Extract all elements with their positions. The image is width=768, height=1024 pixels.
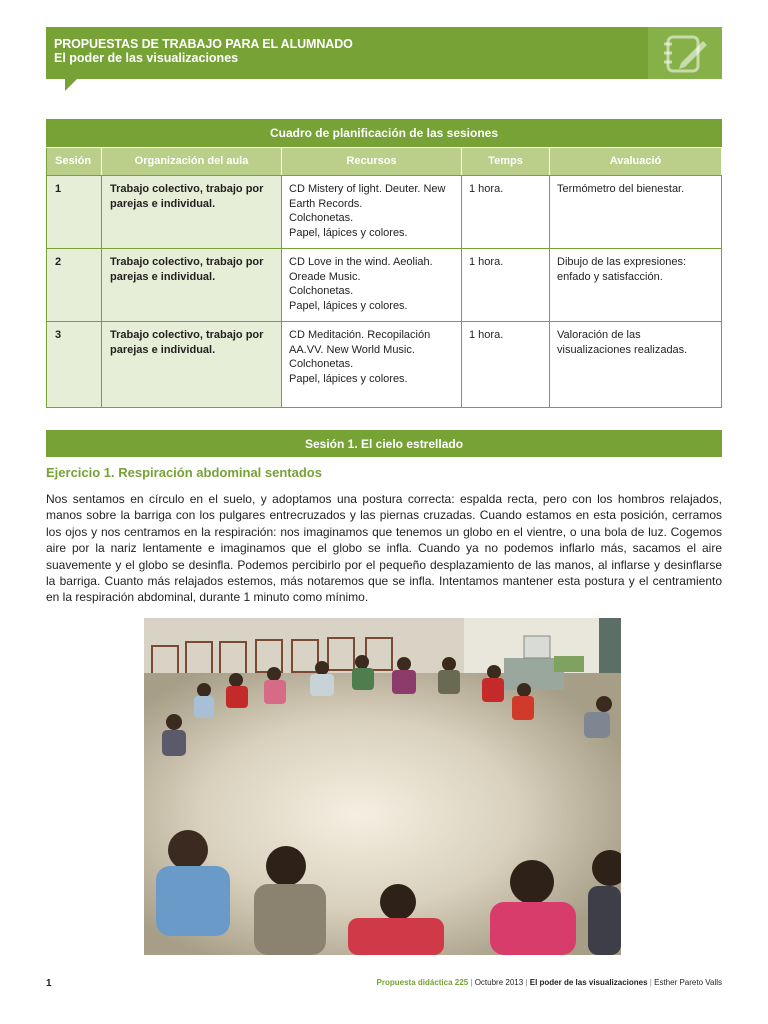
table-row <box>47 322 722 408</box>
cell-evaluation: Dibujo de las expresiones: enfado y satisfacción. <box>550 249 722 322</box>
table-header-row <box>47 148 722 176</box>
session-title-bar: Sesión 1. El cielo estrellado <box>46 430 722 457</box>
header-banner <box>46 27 722 79</box>
cell-evaluation: Termómetro del bienestar. <box>550 176 722 249</box>
resource-line: CD Meditación. Recopilación AA.VV. New World Music. <box>289 329 431 356</box>
table-row <box>47 249 722 322</box>
banner-title: PROPUESTAS DE TRABAJO PARA EL ALUMNADO <box>54 37 353 51</box>
cell-time: 1 hora. <box>462 176 550 249</box>
notebook-pencil-icon <box>648 27 722 79</box>
cell-time: 1 hora. <box>462 322 550 408</box>
resource-line: Colchonetas. <box>289 212 354 225</box>
footer-separator: | <box>470 978 473 987</box>
page-footer <box>377 978 722 987</box>
cell-session: 2 <box>47 249 102 322</box>
resource-line: Colchonetas. <box>289 358 354 371</box>
resource-line: Papel, lápices y colores. <box>289 372 408 385</box>
cell-resources <box>282 322 462 408</box>
cell-resources <box>282 249 462 322</box>
resource-line: CD Mistery of light. Deuter. New Earth Records. <box>289 183 446 210</box>
footer-date: Octubre 2013 <box>474 978 524 987</box>
cell-resources <box>282 176 462 249</box>
resource-line: Papel, lápices y colores. <box>289 226 408 239</box>
cell-organization: Trabajo colectivo, trabajo por parejas e individual. <box>102 176 282 249</box>
footer-separator: | <box>525 978 528 987</box>
footer-issue: 225 <box>454 978 469 987</box>
table-row <box>47 176 722 249</box>
cell-session: 3 <box>47 322 102 408</box>
footer-separator: | <box>649 978 652 987</box>
cell-time: 1 hora. <box>462 249 550 322</box>
col-header-resources: Recursos <box>282 148 462 176</box>
col-header-session: Sesión <box>47 148 102 176</box>
page-number: 1 <box>46 978 52 989</box>
banner-tail <box>65 79 77 91</box>
resource-line: Papel, lápices y colores. <box>289 299 408 312</box>
footer-author: Esther Pareto Valls <box>654 978 722 987</box>
classroom-circle-photo <box>144 618 621 955</box>
resource-line: CD Love in the wind. Aeoliah. Oreade Music. <box>289 256 433 283</box>
col-header-time: Temps <box>462 148 550 176</box>
exercise-body-text: Nos sentamos en círculo en el suelo, y adoptamos una postura correcta: espalda recta, pero con los hombros relajados, manos sobre la barriga con los pulgares entrecruzados y las piernas cruzadas. Cuando estamos en esta posición, cerramos los ojos y nos centramos en la respiración: nos imaginamos que tenemos un globo en el vientre, o una bola de luz. Cogemos aire por la nariz lentamente e imaginamos que el globo se infla. Cuando ya no podemos inflarlo más, sacamos el aire suavemente y el globo se desinfla. Podemos percibirlo por el pequeño desplazamiento de las manos, al inflarse y desinflarse la barriga. Cuanto más relajados estemos, más notaremos que se infla. Intentamos mantener esta postura y el centramiento en la respiración abdominal, durante 1 minuto como mínimo. <box>46 492 722 605</box>
footer-article: El poder de las visualizaciones <box>529 978 648 987</box>
resource-line: Colchonetas. <box>289 285 354 298</box>
sessions-planning-table <box>46 119 722 408</box>
exercise-title: Ejercicio 1. Respiración abdominal sentados <box>46 465 322 480</box>
table-caption: Cuadro de planificación de las sesiones <box>47 120 722 148</box>
col-header-organization: Organización del aula <box>102 148 282 176</box>
cell-organization: Trabajo colectivo, trabajo por parejas e individual. <box>102 322 282 408</box>
cell-session: 1 <box>47 176 102 249</box>
cell-organization: Trabajo colectivo, trabajo por parejas e individual. <box>102 249 282 322</box>
banner-subtitle: El poder de las visualizaciones <box>54 51 239 65</box>
footer-journal: Propuesta didáctica <box>376 978 453 987</box>
cell-evaluation: Valoración de las visualizaciones realizadas. <box>550 322 722 408</box>
col-header-evaluation: Avaluació <box>550 148 722 176</box>
